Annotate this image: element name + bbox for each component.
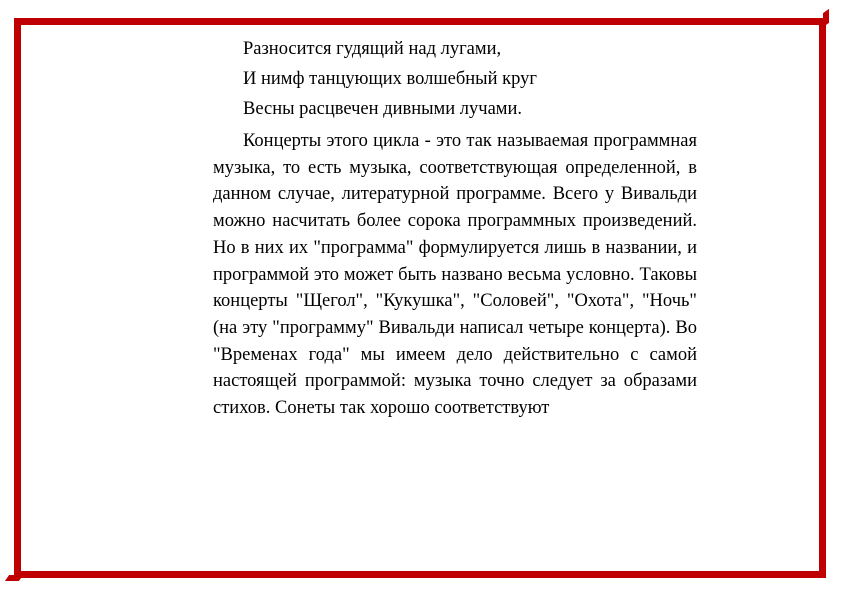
verse-line-2: И нимф танцующих волшебный круг — [243, 69, 537, 89]
verse-line-3: Весны расцвечен дивными лучами. — [243, 99, 523, 119]
verse-line-1: Разносится гудящий над лугами, — [243, 39, 502, 59]
document-body — [213, 34, 697, 422]
body-paragraph: Концерты этого цикла - это так называемая программная музыка, то есть музыка, соответствующая определенной, в данном случае, литературной программе. Всего у Вивальди можно насчитать более сорока программных произведений. Но в них их "программа" формулируется лишь в названии, и программой это может быть названо весьма условно. Таковы концерты "Щегол", "Кукушка", "Соловей", "Охота", "Ночь" (на эту "программу" Вивальди написал четыре концерта). Во "Временах года" мы имеем дело действительно с самой настоящей программой: музыка точно следует за образами стихов. Сонеты так хорошо соответствуют — [213, 131, 697, 419]
